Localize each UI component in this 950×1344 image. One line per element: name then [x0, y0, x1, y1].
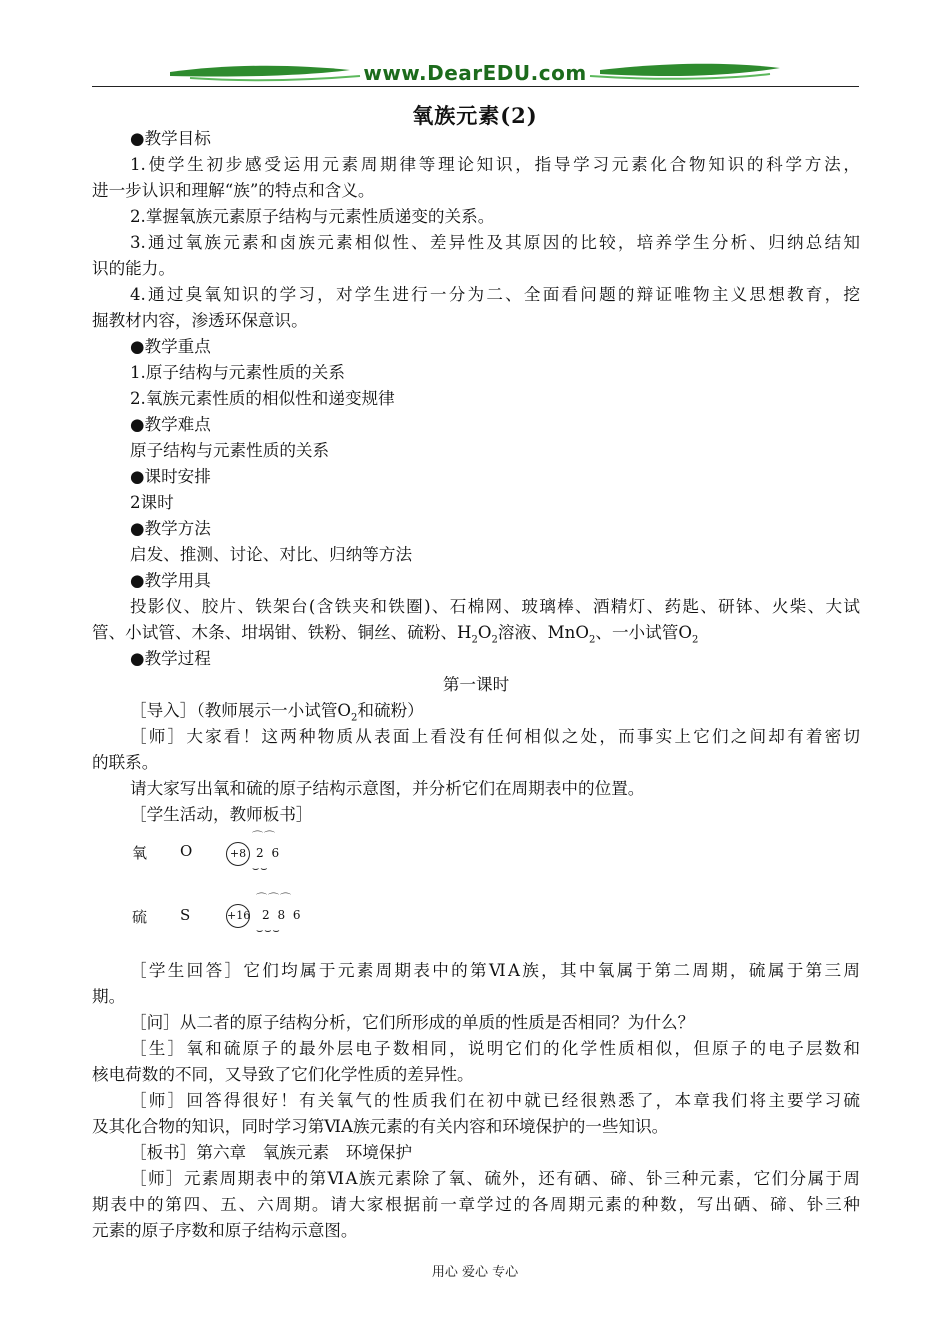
time-heading: ●课时安排 [130, 467, 211, 486]
atom-structure-diagrams [128, 826, 448, 946]
sulfur-nucleus: +16 [226, 904, 250, 928]
shell-arcs-top: ⌒⌒⌒ [256, 892, 292, 905]
subscript: 2 [588, 634, 596, 646]
oxygen-nucleus: +8 [226, 842, 250, 866]
goal-3-line-a: 3.通过氧族元素和卤族元素相似性、差异性及其原因的比较，培养学生分析、归纳总结知 [130, 233, 860, 252]
goal-1-line-b: 进一步认识和理解“族”的特点和含义。 [92, 181, 375, 200]
method-heading: ●教学方法 [130, 519, 211, 538]
oxygen-symbol: O [180, 842, 193, 860]
page-footer: 用心 爱心 专心 [431, 1265, 519, 1280]
oxygen-name: 氧 [132, 844, 148, 862]
process-heading: ●教学过程 [130, 649, 211, 668]
shell-arcs-bottom: ⌣⌣ [252, 862, 269, 875]
goals-heading: ●教学目标 [130, 129, 211, 148]
student-1-line-a: ［生］氧和硫原子的最外层电子数相同，说明它们的化学性质相似，但原子的电子层数和 [130, 1039, 860, 1058]
sulfur-symbol: S [180, 906, 191, 924]
tools-text-1: 管、小试管、木条、坩埚钳、铁粉、铜丝、硫粉、H [92, 623, 472, 642]
page-title: 氧族元素(2) [412, 103, 538, 128]
sulfur-shells: 2 8 6 [262, 908, 303, 922]
intro-text-2: 和硫粉） [357, 701, 424, 720]
document-body [92, 126, 860, 1244]
header-rule [92, 86, 859, 87]
answer-1-line-b: 期。 [92, 987, 126, 1006]
subscript: 2 [351, 712, 358, 724]
subscript: 2 [491, 634, 498, 646]
difficulty-1: 原子结构与元素性质的关系 [130, 441, 330, 460]
tools-text-4: 、一小试管O [595, 623, 692, 642]
difficulty-heading: ●教学难点 [130, 415, 211, 434]
board-note: ［板书］第六章 氧族元素 环境保护 [130, 1143, 413, 1162]
teacher-3-line-a: ［师］回答得很好！有关氧气的性质我们在初中就已经很熟悉了，本章我们将主要学习硫 [130, 1091, 860, 1110]
subscript: 2 [471, 634, 478, 646]
question-1: ［问］从二者的原子结构分析，它们所形成的单质的性质是否相同？为什么？ [130, 1013, 695, 1032]
intro-line [92, 698, 860, 724]
teacher-3-line-b: 及其化合物的知识，同时学习第ⅥA族元素的有关内容和环境保护的一些知识。 [92, 1117, 669, 1136]
tools-line-a: 投影仪、胶片、铁架台(含铁夹和铁圈)、石棉网、玻璃棒、酒精灯、药匙、研钵、火柴、大试 [130, 597, 860, 616]
answer-1-line-a: ［学生回答］它们均属于元素周期表中的第ⅥA族，其中氧属于第二周期，硫属于第三周 [130, 961, 860, 980]
key-heading: ●教学重点 [130, 337, 211, 356]
teacher-1-line-a: ［师］大家看！这两种物质从表面上看没有任何相似之处，而事实上它们之间却有着密切 [130, 727, 860, 746]
goal-2: 2.掌握氧族元素原子结构与元素性质递变的关系。 [130, 207, 495, 226]
goal-4-line-a: 4.通过臭氧知识的学习，对学生进行一分为二、全面看问题的辩证唯物主义思想教育，挖 [130, 285, 860, 304]
key-2: 2.氧族元素性质的相似性和递变规律 [130, 389, 395, 408]
sulfur-name: 硫 [132, 908, 148, 926]
method-1: 启发、推测、讨论、对比、归纳等方法 [130, 545, 413, 564]
subscript: 2 [691, 634, 699, 646]
goal-1-line-a: 1.使学生初步感受运用元素周期律等理论知识，指导学习元素化合物知识的科学方法， [130, 155, 860, 174]
oxygen-shells: 2 6 [256, 846, 282, 860]
teacher-2: 请大家写出氧和硫的原子结构示意图，并分析它们在周期表中的位置。 [130, 779, 645, 798]
goal-4-line-b: 掘教材内容，渗透环保意识。 [92, 311, 308, 330]
lesson-1-heading: 第一课时 [442, 675, 510, 694]
student-activity: ［学生活动，教师板书］ [130, 805, 313, 824]
shell-arcs-top: ⌒⌒ [252, 830, 276, 843]
intro-text-1: ［导入］（教师展示一小试管O [130, 701, 352, 720]
logo-text: www.DearEDU.com [363, 61, 587, 85]
teacher-4-line-b: 期表中的第四、五、六周期。请大家根据前一章学过的各周期元素的种数，写出硒、碲、钋三种 [92, 1195, 860, 1214]
student-1-line-b: 核电荷数的不同，又导致了它们化学性质的差异性。 [92, 1065, 474, 1084]
time-1: 2课时 [130, 493, 174, 512]
tools-text-2: O [477, 623, 492, 642]
tools-line-b [92, 620, 860, 646]
teacher-4-line-c: 元素的原子序数和原子结构示意图。 [92, 1221, 358, 1240]
tools-text-3: 溶液、MnO [497, 623, 589, 642]
header-logo [170, 58, 780, 88]
shell-arcs-bottom: ⌣⌣⌣ [256, 924, 281, 937]
teacher-1-line-b: 的联系。 [92, 753, 159, 772]
tools-heading: ●教学用具 [130, 571, 211, 590]
teacher-4-line-a: ［师］元素周期表中的第ⅥA族元素除了氧、硫外，还有硒、碲、钋三种元素，它们分属于周 [130, 1169, 860, 1188]
key-1: 1.原子结构与元素性质的关系 [130, 363, 345, 382]
goal-3-line-b: 识的能力。 [92, 259, 175, 278]
